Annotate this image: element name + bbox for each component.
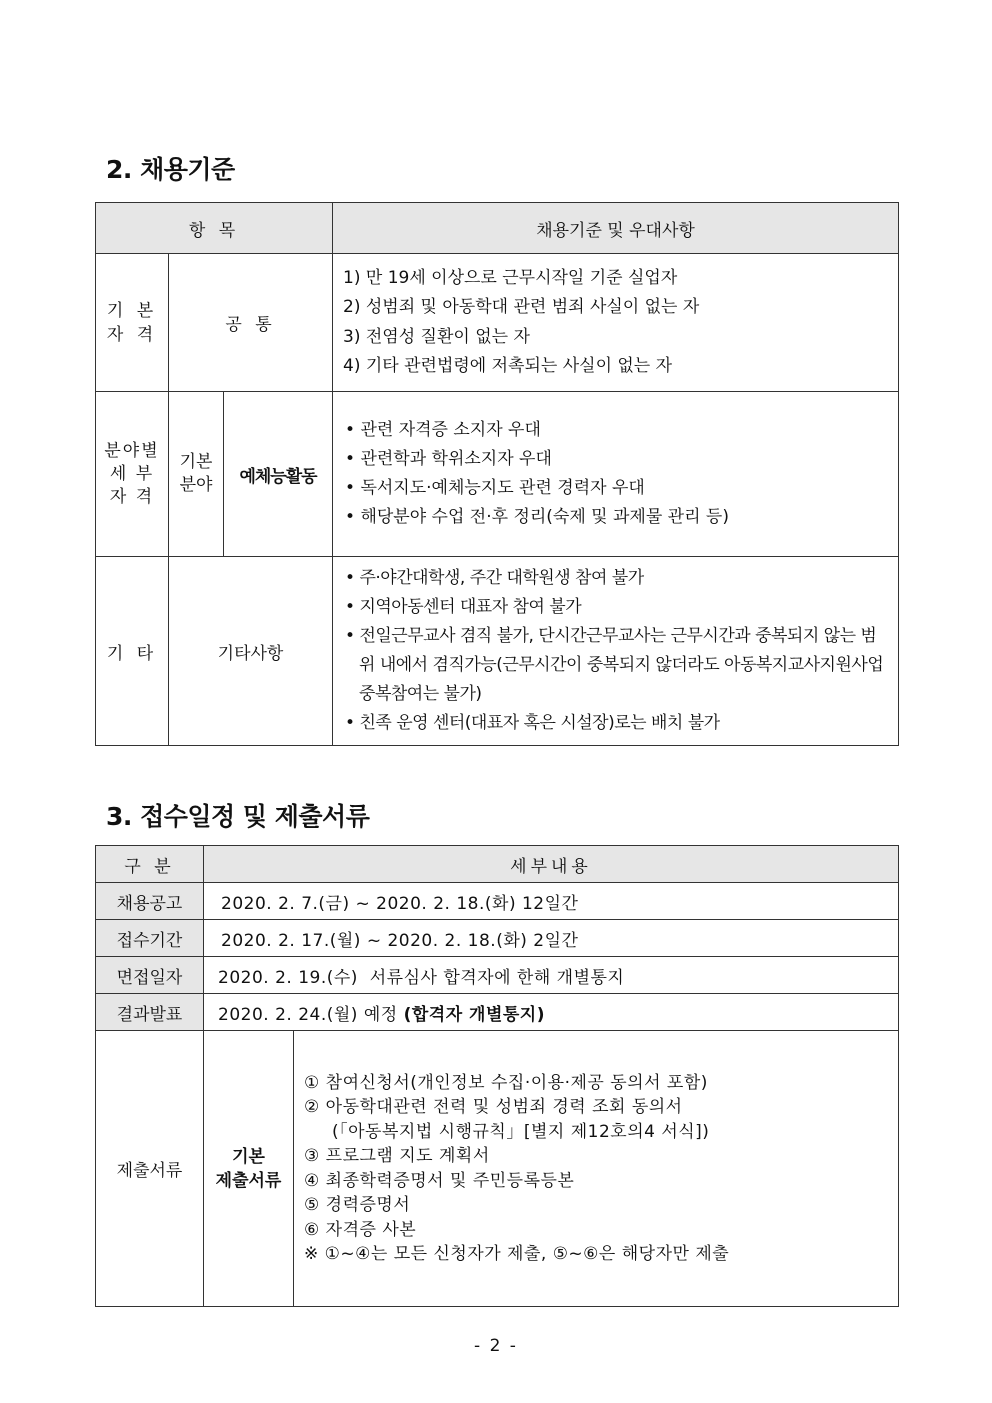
list-item: ⑤ 경력증명서 (304, 1195, 411, 1215)
header-criteria: 채용기준 및 우대사항 (333, 203, 899, 254)
field-qualification-label: 분야별 세 부 자 격 (96, 392, 169, 557)
submission-docs-label: 제출서류 (96, 1031, 204, 1307)
field-preference-list (333, 392, 899, 557)
header-details: 세부내용 (204, 846, 899, 883)
section-3-title: 3. 접수일정 및 제출서류 (106, 802, 370, 831)
list-item: 4) 기타 관련법령에 저촉되는 사실이 없는 자 (343, 356, 673, 376)
row-value: 2020. 2. 24.(월) 예정 (합격자 개별통지) (204, 994, 899, 1031)
other-matters-list (333, 557, 899, 746)
list-item: 3) 전염성 질환이 없는 자 (343, 326, 530, 347)
basic-qualification-label: 기 본 자 격 (96, 254, 169, 392)
row-label: 결과발표 (96, 994, 204, 1031)
list-item: • 전일근무교사 겸직 불가, 단시간근무교사는 근무시간과 중복되지 않는 범위 내에서 겸직가능(근무시간이 중복되지 않더라도 아동복지교사지원사업 중복참여는 불가) (345, 626, 884, 704)
basic-qualification-list (333, 254, 899, 392)
row-value: 2020. 2. 17.(월) ~ 2020. 2. 18.(화) 2일간 (204, 920, 899, 957)
header-item: 항 목 (96, 203, 333, 254)
list-item: ② 아동학대관련 전력 및 성범죄 경력 조회 동의서 (304, 1097, 683, 1117)
other-matters-label: 기타사항 (169, 557, 333, 746)
list-item: ① 참여신청서(개인정보 수집·이용·제공 동의서 포함) (304, 1072, 708, 1093)
list-item: ③ 프로그램 지도 계획서 (304, 1146, 490, 1166)
row-value: 2020. 2. 19.(수) 서류심사 합격자에 한해 개별통지 (204, 957, 899, 994)
list-item: • 관련 자격증 소지자 우대 (345, 420, 541, 440)
list-item: • 독서지도·예체능지도 관련 경력자 우대 (345, 478, 645, 498)
row-label: 면접일자 (96, 957, 204, 994)
list-item: ※ ①~④는 모든 신청자가 제출, ⑤~⑥은 해당자만 제출 (304, 1244, 730, 1264)
section-2-title: 2. 채용기준 (106, 155, 235, 184)
arts-activity-label: 예체능활동 (224, 392, 333, 557)
row-label: 채용공고 (96, 883, 204, 920)
list-item: 2) 성범죄 및 아동학대 관련 범죄 사실이 없는 자 (343, 297, 700, 317)
basic-docs-label: 기본 제출서류 (204, 1031, 294, 1307)
page-number: - 2 - (474, 1336, 518, 1356)
docs-list (294, 1031, 899, 1307)
other-label: 기 타 (96, 557, 169, 746)
list-item: ④ 최종학력증명서 및 주민등록등본 (304, 1170, 575, 1191)
list-item: • 친족 운영 센터(대표자 혹은 시설장)로는 배치 불가 (345, 713, 720, 733)
header-category: 구 분 (96, 846, 204, 883)
list-item: • 해당분야 수업 전·후 정리(숙제 및 과제물 관리 등) (345, 507, 729, 527)
basic-field-label: 기본 분야 (169, 392, 224, 557)
list-item: • 주·야간대학생, 주간 대학원생 참여 불가 (345, 568, 644, 588)
list-item: 1) 만 19세 이상으로 근무시작일 기준 실업자 (343, 267, 678, 288)
list-item: (「아동복지법 시행규칙」[별지 제12호의4 서식]) (332, 1121, 710, 1142)
list-item: • 지역아동센터 대표자 참여 불가 (345, 597, 582, 617)
common-label: 공 통 (169, 254, 333, 392)
row-label: 접수기간 (96, 920, 204, 957)
schedule-table (95, 845, 899, 1307)
criteria-table (95, 202, 899, 746)
list-item: • 관련학과 학위소지자 우대 (345, 449, 552, 469)
row-value: 2020. 2. 7.(금) ~ 2020. 2. 18.(화) 12일간 (204, 883, 899, 920)
list-item: ⑥ 자격증 사본 (304, 1219, 417, 1240)
